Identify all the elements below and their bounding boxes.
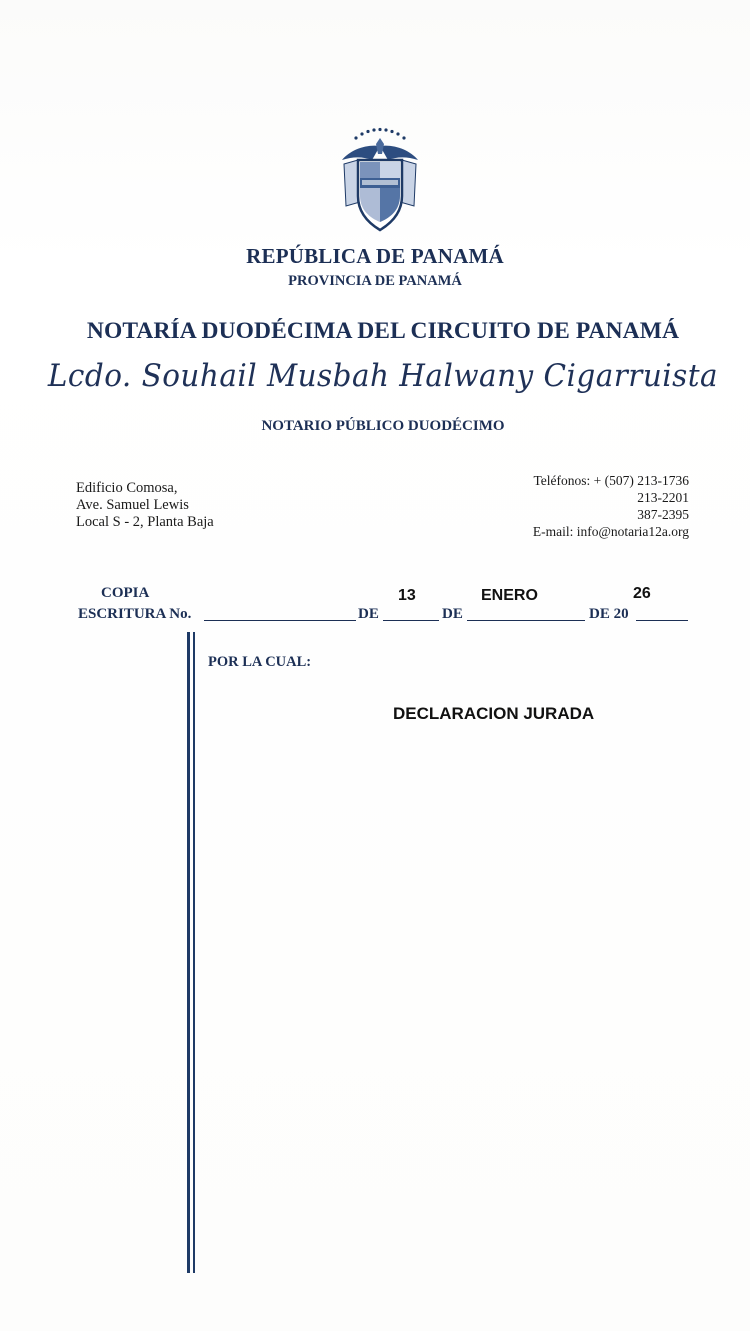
notary-name-script: Lcdo. Souhail Musbah Halwany Cigarruista — [47, 358, 719, 394]
year-line — [636, 620, 688, 621]
republic-title: REPÚBLICA DE PANAMÁ — [246, 244, 504, 268]
document-subject: DECLARACION JURADA — [393, 704, 595, 723]
month-line — [467, 620, 585, 621]
margin-rule — [193, 632, 195, 1273]
address-line: Local S - 2, Planta Baja — [76, 514, 214, 530]
de-label: DE — [358, 606, 379, 622]
year-value: 26 — [633, 585, 651, 602]
margin-rule — [187, 632, 190, 1273]
copia-label: COPIA — [101, 585, 150, 601]
province-subtitle: PROVINCIA DE PANAMÁ — [288, 273, 462, 289]
phone-line: Teléfonos: + (507) 213-1736 — [533, 473, 689, 488]
year-label: DE 20 — [589, 606, 629, 622]
de-label: DE — [442, 606, 463, 622]
escritura-label: ESCRITURA No. — [78, 606, 192, 622]
escritura-number-line — [204, 620, 356, 621]
address-line: Ave. Samuel Lewis — [76, 497, 189, 513]
email-line: E-mail: info@notaria12a.org — [532, 524, 689, 539]
por-la-cual-label: POR LA CUAL: — [208, 654, 312, 670]
day-line — [383, 620, 439, 621]
month-value: ENERO — [481, 587, 538, 604]
phone-line: 213-2201 — [637, 490, 689, 505]
day-value: 13 — [398, 587, 416, 604]
address-line: Edificio Comosa, — [76, 480, 178, 496]
panama-coat-of-arms-icon — [336, 124, 424, 236]
notaria-heading: NOTARÍA DUODÉCIMA DEL CIRCUITO DE PANAMÁ — [86, 318, 680, 344]
phone-line: 387-2395 — [637, 507, 689, 522]
office-address — [76, 480, 214, 531]
contact-block — [533, 472, 689, 540]
notary-title: NOTARIO PÚBLICO DUODÉCIMO — [261, 418, 505, 434]
